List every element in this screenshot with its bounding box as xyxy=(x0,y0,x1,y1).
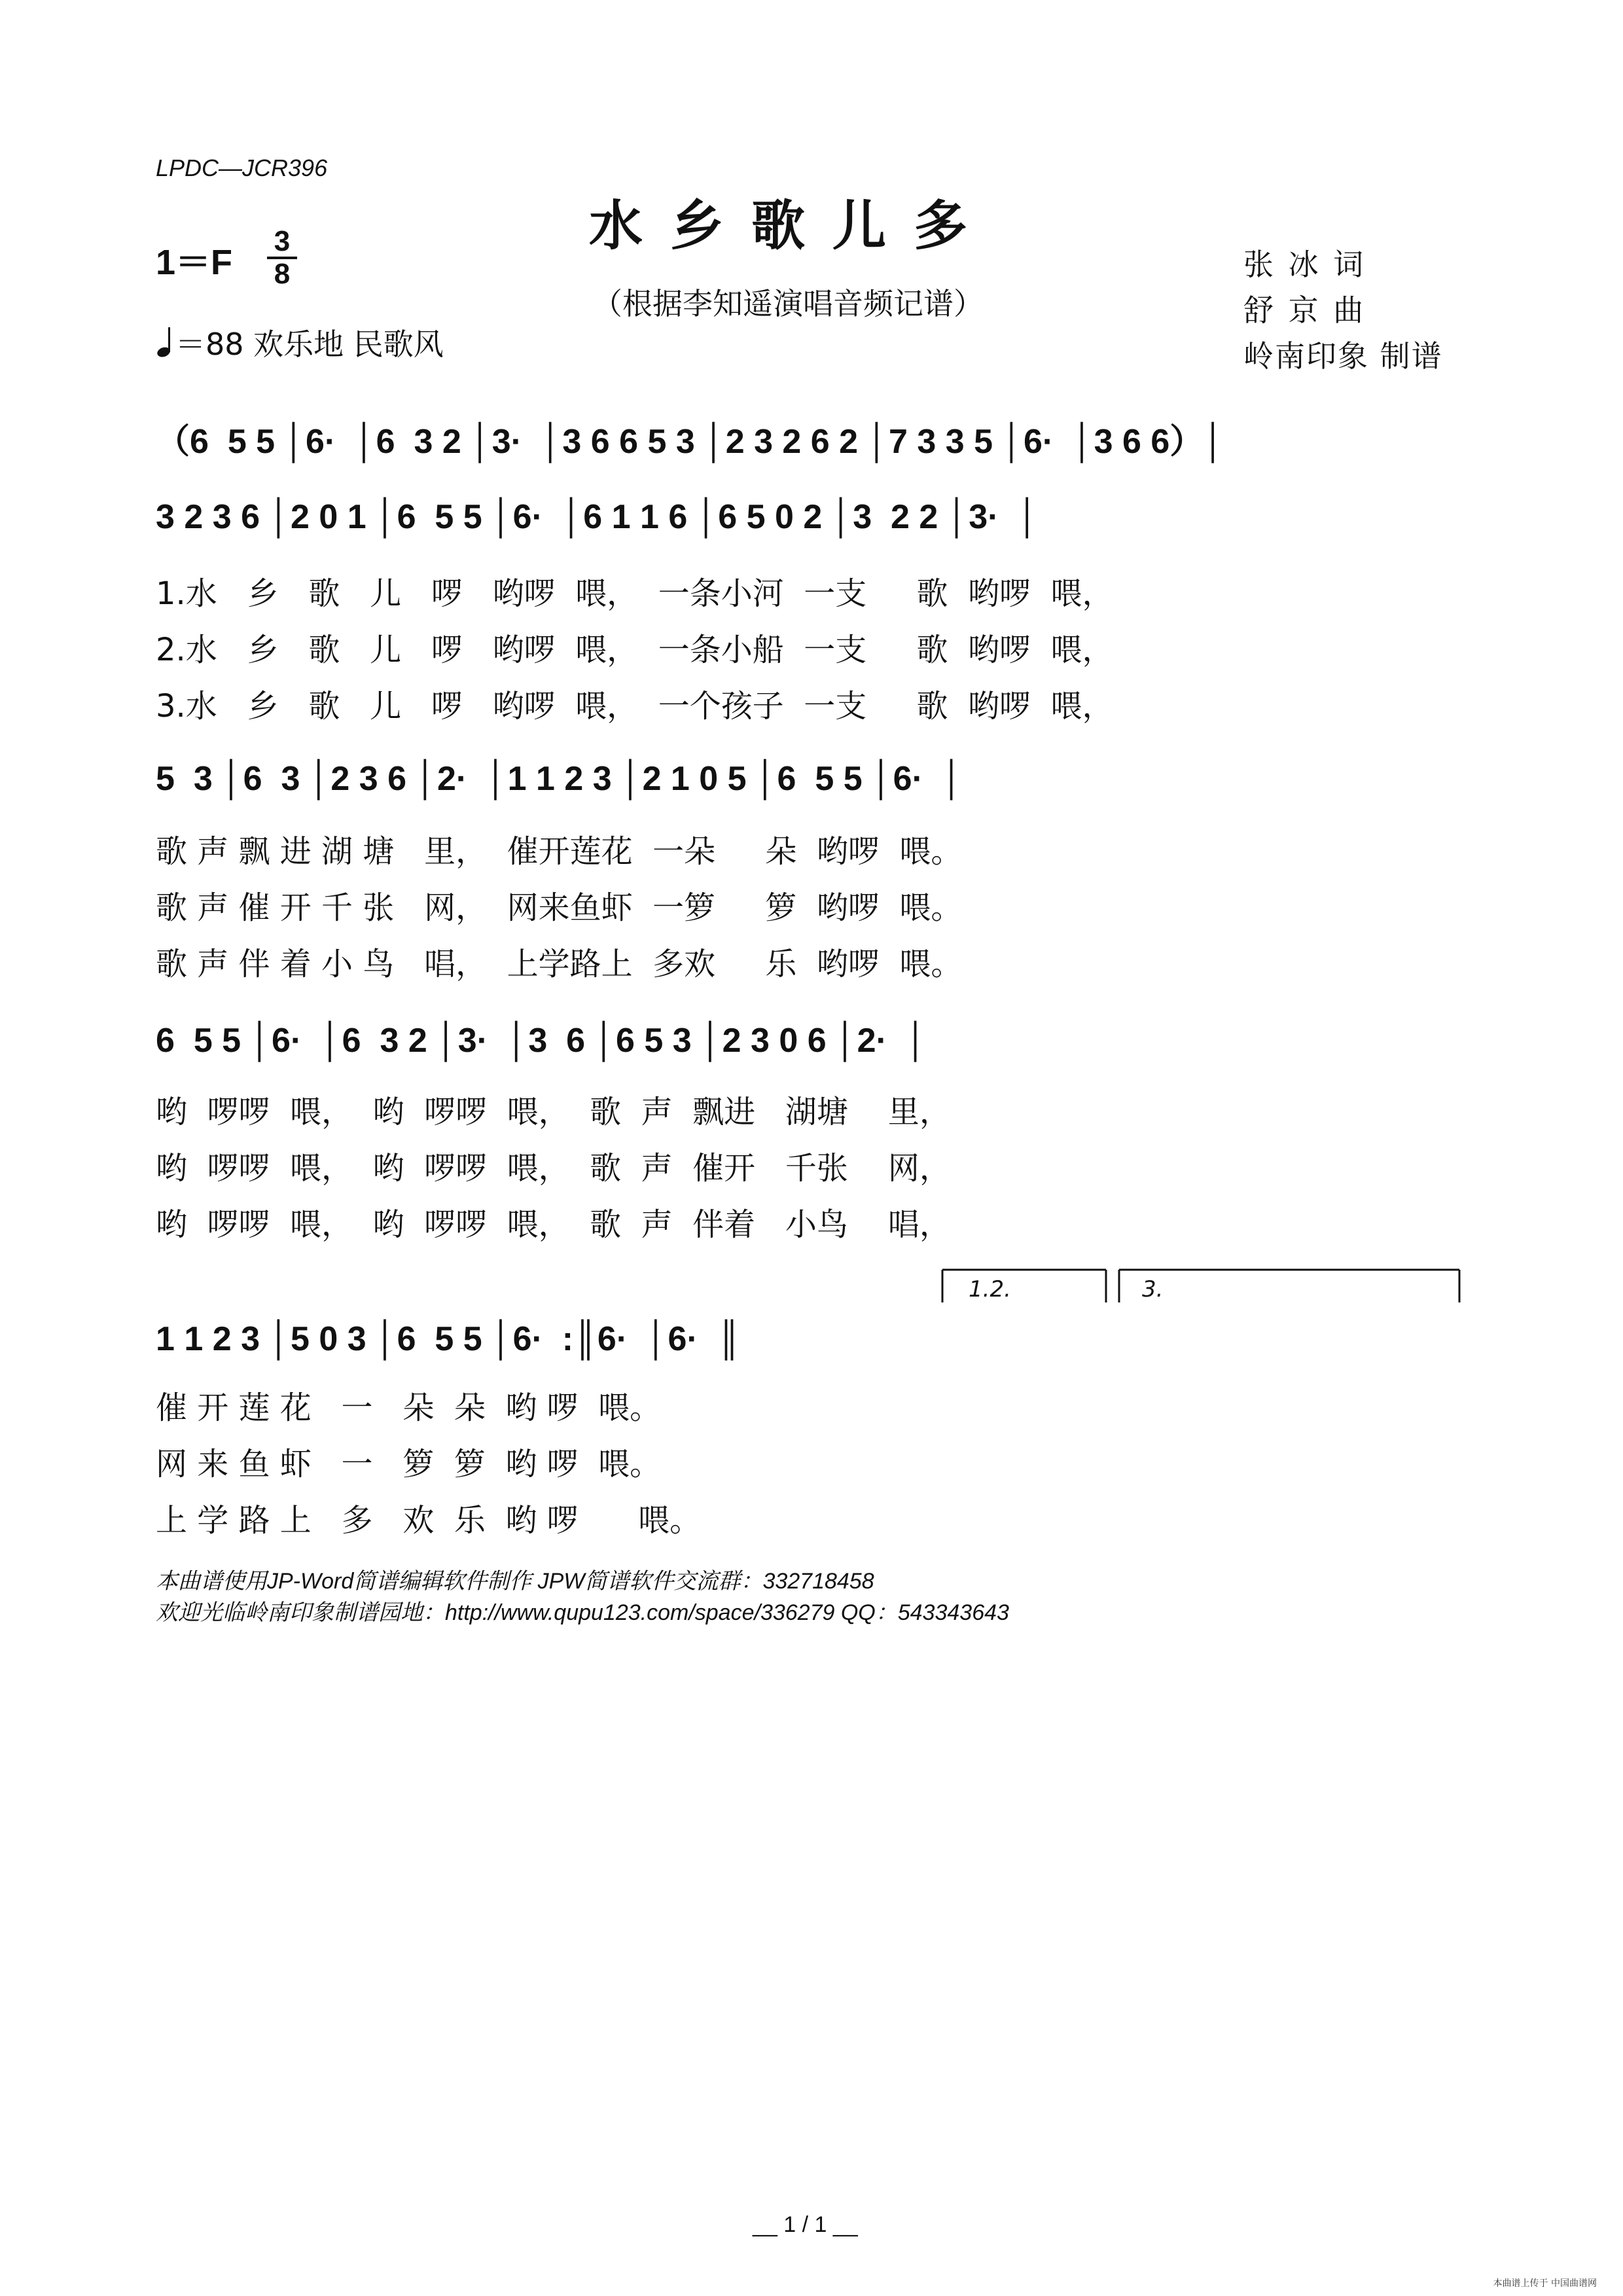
score-line-4: 6 5 5 │6· │6 3 2 │3· │3 6 │6 5 3 │2 3 0 6 │2· │ xyxy=(156,1022,928,1060)
time-bottom: 8 xyxy=(274,258,291,290)
lyric-line: 1.水 乡 歌 儿 啰 哟啰 喂， 一条小河 一支 歌 哟啰 喂， xyxy=(156,575,1114,612)
lyric-line: 歌 声 催 开 千 张 网， 网来鱼虾 一箩 箩 哟啰 喂。 xyxy=(156,889,963,926)
arranger-credit: 岭南印象 制谱 xyxy=(1243,338,1443,374)
score-line-1: （6 5 5 │6· │6 3 2 │3· │3 6 6 5 3 │2 3 2 6 2 │7 3 3 5 │6· │3 6 6）│ xyxy=(156,423,1225,461)
song-title: 水乡歌儿多 xyxy=(589,195,995,257)
barlines xyxy=(942,1270,1459,1302)
volta-3: 3. xyxy=(1142,1276,1164,1302)
footer-note-1: 本曲谱使用JP-Word简谱编辑软件制作 JPW简谱软件交流群：332718458 xyxy=(156,1569,874,1594)
lyric-line: 网 来 鱼 虾 一 箩 箩 哟 啰 喂。 xyxy=(156,1446,662,1482)
footer-note-2: 欢迎光临岭南印象制谱园地：http://www.qupu123.com/space/336279 QQ：543343643 xyxy=(156,1600,1009,1625)
lyric-line: 歌 声 飘 进 湖 塘 里， 催开莲花 一朵 朵 哟啰 喂。 xyxy=(156,833,963,870)
lyric-line: 哟 啰啰 喂， 哟 啰啰 喂， 歌 声 伴着 小鸟 唱， xyxy=(156,1206,951,1243)
tempo-text: ＝88 欢乐地 民歌风 xyxy=(175,327,444,362)
page-number: __ 1 / 1 __ xyxy=(753,2212,858,2237)
score-line-2: 3 2 3 6 │2 0 1 │6 5 5 │6· │6 1 1 6 │6 5 0 2 │3 2 2 │3· │ xyxy=(156,498,1039,536)
lyric-line: 催 开 莲 花 一 朵 朵 哟 啰 喂。 xyxy=(156,1390,662,1426)
lyric-line: 歌 声 伴 着 小 鸟 唱， 上学路上 多欢 乐 哟啰 喂。 xyxy=(156,946,963,982)
score-line-3: 5 3 │6 3 │2 3 6 │2· │1 1 2 3 │2 1 0 5 │6 5 5 │6· │ xyxy=(156,760,964,798)
composer-credit: 舒 京 曲 xyxy=(1243,293,1366,328)
song-subtitle: （根据李知遥演唱音频记谱） xyxy=(592,286,984,321)
key-signature: 1＝F xyxy=(156,243,233,282)
lyric-line: 上 学 路 上 多 欢 乐 哟 啰 喂。 xyxy=(156,1502,702,1539)
lyric-line: 哟 啰啰 喂， 哟 啰啰 喂， 歌 声 催开 千张 网， xyxy=(156,1150,951,1187)
lyric-line: 2.水 乡 歌 儿 啰 哟啰 喂， 一条小船 一支 歌 哟啰 喂， xyxy=(156,632,1114,668)
lyricist-credit: 张 冰 词 xyxy=(1243,247,1366,282)
volta-1-2: 1.2. xyxy=(969,1276,1011,1302)
upload-stamp: 本曲谱上传于 中国曲谱网 xyxy=(1493,2278,1597,2289)
time-top: 3 xyxy=(274,225,291,257)
lyric-line: 哟 啰啰 喂， 哟 啰啰 喂， 歌 声 飘进 湖塘 里， xyxy=(156,1094,951,1130)
score-line-5: 1 1 2 3 │5 0 3 │6 5 5 │6· :║6· │6· ║ xyxy=(156,1320,741,1358)
lyric-line: 3.水 乡 歌 儿 啰 哟啰 喂， 一个孩子 一支 歌 哟啰 喂， xyxy=(156,688,1114,725)
score-code: LPDC—JCR396 xyxy=(156,154,328,181)
